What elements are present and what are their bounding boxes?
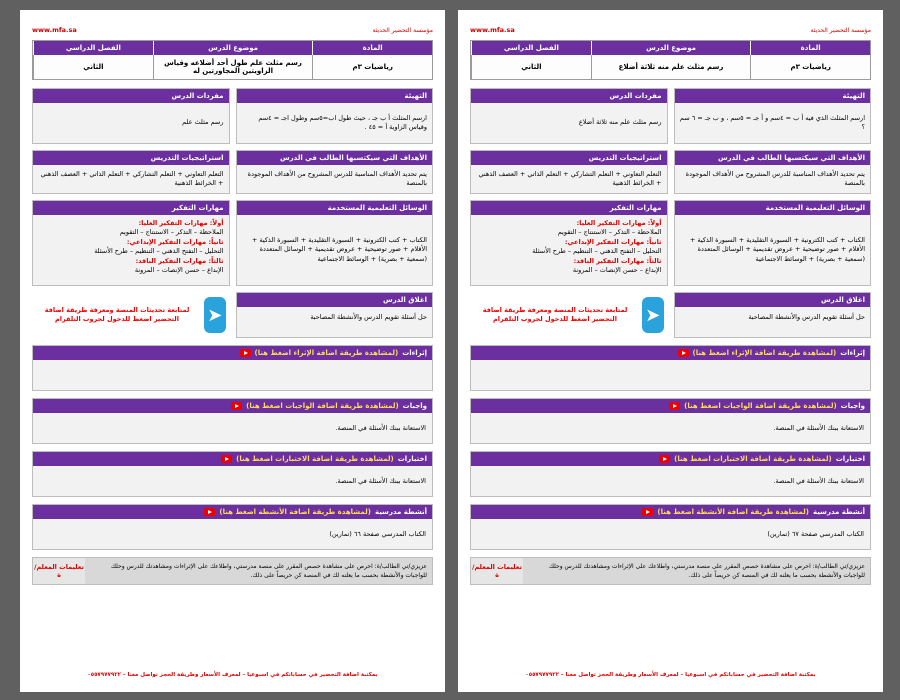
intro-title: التهيئة xyxy=(675,89,871,103)
vocab-text: رسم مثلث علم xyxy=(182,118,224,127)
vocab-title: مفردات الدرس xyxy=(33,89,229,103)
telegram-text[interactable]: لمتابعة تحديثات المنصة ومعرفة طريقة اضافة التحضير اضغط للدخول لجروب التلقرام xyxy=(44,305,190,323)
teacher-notes xyxy=(470,557,871,585)
tests-header xyxy=(33,452,432,466)
teacher-notes-text: عزيزي/تي الطالب/ة: احرص على مشاهدة حصص المقرر على منصة مدرستي، واطلاعك على الإثراءات ومشاهدتك للدرس وحلك للواجبات والأنشطة بحسب ما يعلنه لك في المنصة كن حريصاً على ذلك. xyxy=(85,558,432,584)
strategies-text: التعلم التعاوني + التعلم التشاركي + التعلم الذاتي + العصف الذهني + الخرائط الذهنية xyxy=(40,169,224,187)
aids-box xyxy=(674,200,872,286)
topic-value: رسم مثلث علم طول أحد أضلاعه وقياس الزاويتين المجاورتين له xyxy=(153,55,313,79)
homework-text: الاستعانة ببنك الأسئلة في المنصة. xyxy=(335,424,426,432)
tests-title: اختبارات xyxy=(397,455,427,463)
enrich-header xyxy=(471,346,870,360)
thinking-l2-title: ثانياً: مهارات التفكير الإبداعي: xyxy=(126,237,224,246)
vocab-text: رسم مثلث علم منه ثلاثة أضلاع xyxy=(578,118,662,127)
thinking-box xyxy=(470,200,668,286)
activities-link[interactable]: (لمشاهدة طريقة اضافة الأنشطة اضغط هنا) xyxy=(219,508,371,516)
closing-text: حل أسئلة تقويم الدرس والأنشطة المصاحبة xyxy=(310,313,427,322)
homework-title: واجبات xyxy=(402,402,427,410)
enrich-section xyxy=(470,345,871,391)
intro-text: ارسم المثلث أ ب جـ ، حيث طول اب=٥سم وطول اجـ = ٤سم وقياس الزاوية أ = ٤٥ . xyxy=(258,113,427,131)
topic-header: موضوع الدرس xyxy=(153,41,313,55)
term-header: الفصل الدراسي xyxy=(33,41,153,55)
homework-section xyxy=(470,398,871,444)
thinking-l2-text: التحليل – التفتح الذهني – التنظيم – طرح الأسئلة xyxy=(532,247,662,256)
thinking-title: مهارات التفكير xyxy=(471,201,667,215)
strategies-box xyxy=(470,150,668,194)
goals-box xyxy=(236,150,434,194)
homework-link[interactable]: (لمشاهدة طريقة اضافة الواجبات اضغط هنا) xyxy=(246,402,399,410)
subject-header: المادة xyxy=(750,41,870,55)
goals-text: يتم تحديد الأهداف المناسبة للدرس المشروح من الأهداف الموجودة بالمنصة xyxy=(247,169,427,187)
homework-header xyxy=(471,399,870,413)
thinking-box xyxy=(32,200,230,286)
activities-title: أنشطة مدرسية xyxy=(374,508,427,516)
subject-header: المادة xyxy=(312,41,432,55)
closing-text: حل أسئلة تقويم الدرس والأنشطة المصاحبة xyxy=(748,313,865,322)
tests-header xyxy=(471,452,870,466)
closing-box xyxy=(674,292,872,338)
term-header: الفصل الدراسي xyxy=(471,41,591,55)
subject-value: رياضيات ٣م xyxy=(750,55,870,79)
thinking-title: مهارات التفكير xyxy=(33,201,229,215)
thinking-l1-title: أولاً: مهارات التفكير العليا: xyxy=(576,219,662,227)
teacher-notes-text: عزيزي/تي الطالب/ة: احرص على مشاهدة حصص المقرر على منصة مدرستي، واطلاعك على الإثراءات ومشاهدتك للدرس وحلك للواجبات والأنشطة بحسب ما يعلنه لك في المنصة كن حريصاً على ذلك. xyxy=(523,558,870,584)
strategies-title: استراتيجيات التدريس xyxy=(471,151,667,165)
tests-text: الاستعانة ببنك الأسئلة في المنصة. xyxy=(335,477,426,485)
thinking-l1-text: الملاحظة – التذكر – الاستنتاج – التقويم xyxy=(119,228,224,237)
closing-title: اغلاق الدرس xyxy=(675,293,871,307)
term-value: الثاني xyxy=(471,55,591,79)
enrich-body xyxy=(471,360,870,390)
activities-text: الكتاب المدرسي صفحة ٦٦ (تمارين) xyxy=(329,530,426,538)
goals-text: يتم تحديد الأهداف المناسبة للدرس المشروح من الأهداف الموجودة بالمنصة xyxy=(685,169,865,187)
enrich-title: إثراءات xyxy=(840,349,865,357)
enrich-title: إثراءات xyxy=(402,349,427,357)
aids-title: الوسائل التعليمية المستخدمة xyxy=(237,201,433,215)
strategies-text: التعلم التعاوني + التعلم التشاركي + التعلم الذاتي + العصف الذهني + الخرائط الذهنية xyxy=(478,169,662,187)
thinking-l3-text: الإبداع – حسن الإنصات – المرونة xyxy=(134,266,224,275)
topic-value: رسم مثلث علم منه ثلاثة أضلاع xyxy=(591,55,751,79)
institution-name: مؤسسة التحضير الحديثة xyxy=(810,26,871,34)
enrich-section xyxy=(32,345,433,391)
teacher-notes-title: تعليمات المعلم/ة xyxy=(471,558,523,584)
tests-link[interactable]: (لمشاهدة طريقة اضافة الاختبارات اضغط هنا) xyxy=(236,455,394,463)
topic-header: موضوع الدرس xyxy=(591,41,751,55)
goals-title: الأهداف التي سيكتسبها الطالب في الدرس xyxy=(675,151,871,165)
strategies-box xyxy=(32,150,230,194)
thinking-l2-text: التحليل – التفتح الذهني – التنظيم – طرح الأسئلة xyxy=(94,247,224,256)
enrich-body xyxy=(33,360,432,390)
aids-text: الكتاب + كتب الكترونية + السبورة التقليدية + السبورة الذكية + الأقلام + صور توضيحية + عروض تقديمية + الوسائل المتعددة (سمعية + بصرية) + الوسائط الاجتماعية xyxy=(251,235,427,263)
homework-title: واجبات xyxy=(840,402,865,410)
activities-section xyxy=(32,504,433,550)
lesson-header-table xyxy=(32,40,433,80)
lesson-sections xyxy=(32,88,433,338)
lesson-sections xyxy=(470,88,871,338)
lesson-page-2 xyxy=(458,10,883,692)
aids-title: الوسائل التعليمية المستخدمة xyxy=(675,201,871,215)
subject-value: رياضيات ٣م xyxy=(312,55,432,79)
thinking-l2-title: ثانياً: مهارات التفكير الإبداعي: xyxy=(564,237,662,246)
vocab-box xyxy=(32,88,230,144)
homework-text: الاستعانة ببنك الأسئلة في المنصة. xyxy=(773,424,864,432)
thinking-l3-title: ثالثاً: مهارات التفكير الناقد: xyxy=(135,256,224,265)
activities-header xyxy=(471,505,870,519)
telegram-promo[interactable] xyxy=(470,292,668,338)
closing-title: اغلاق الدرس xyxy=(237,293,433,307)
thinking-l3-text: الإبداع – حسن الإنصات – المرونة xyxy=(572,266,662,275)
thinking-l3-title: ثالثاً: مهارات التفكير الناقد: xyxy=(573,256,662,265)
enrich-link[interactable]: (لمشاهدة طريقة اضافة الإثراء اضغط هنا) xyxy=(692,349,837,357)
teacher-notes xyxy=(32,557,433,585)
teacher-notes-title: تعليمات المعلم/ة xyxy=(33,558,85,584)
intro-text: ارسم المثلث الذي فيه أ ب = ٤سم و أ جـ = ٥سم ، و ب جـ = ٦ سم ؟ xyxy=(679,113,865,131)
site-url[interactable]: www.mfa.sa xyxy=(470,26,515,34)
thinking-content xyxy=(33,215,229,285)
intro-title: التهيئة xyxy=(237,89,433,103)
homework-section xyxy=(32,398,433,444)
page-top-line xyxy=(470,24,871,36)
site-url[interactable]: www.mfa.sa xyxy=(32,26,77,34)
goals-title: الأهداف التي سيكتسبها الطالب في الدرس xyxy=(237,151,433,165)
intro-box xyxy=(236,88,434,144)
closing-box xyxy=(236,292,434,338)
thinking-l1-text: الملاحظة – التذكر – الاستنتاج – التقويم xyxy=(557,228,662,237)
youtube-icon[interactable] xyxy=(678,349,689,357)
vocab-box xyxy=(470,88,668,144)
activities-text: الكتاب المدرسي صفحة ٦٧ (تمارين) xyxy=(767,530,864,538)
tests-title: اختبارات xyxy=(835,455,865,463)
tests-link[interactable]: (لمشاهدة طريقة اضافة الاختبارات اضغط هنا) xyxy=(674,455,832,463)
aids-text: الكتاب + كتب الكترونية + السبورة التقليدية + السبورة الذكية + الأقلام + صور توضيحية + عروض تقديمية + الوسائل المتعددة (سمعية + بصرية) + الوسائط الاجتماعية xyxy=(689,235,865,263)
thinking-content xyxy=(471,215,667,285)
activities-header xyxy=(33,505,432,519)
youtube-icon[interactable] xyxy=(669,402,680,410)
intro-box xyxy=(674,88,872,144)
thinking-l1-title: أولاً: مهارات التفكير العليا: xyxy=(138,219,224,227)
youtube-icon[interactable] xyxy=(240,349,251,357)
vocab-title: مفردات الدرس xyxy=(471,89,667,103)
youtube-icon[interactable] xyxy=(204,508,215,516)
page-footer: بمكتبة اضافة التحضير في حساباتكم في اسبوعيا – لمعرف الأسعار وطريقة الحجز تواصل معنا – ٠٥٥٧٩٧٧٩٢٢ xyxy=(525,672,816,678)
term-value: الثاني xyxy=(33,55,153,79)
youtube-icon[interactable] xyxy=(642,508,653,516)
enrich-header xyxy=(33,346,432,360)
activities-section xyxy=(470,504,871,550)
youtube-icon[interactable] xyxy=(659,455,670,463)
lesson-page-1 xyxy=(20,10,445,692)
youtube-icon[interactable] xyxy=(231,402,242,410)
page-top-line xyxy=(32,24,433,36)
tests-section xyxy=(470,451,871,497)
youtube-icon[interactable] xyxy=(221,455,232,463)
tests-text: الاستعانة ببنك الأسئلة في المنصة. xyxy=(773,477,864,485)
telegram-icon[interactable]: ➤ xyxy=(642,297,664,333)
lesson-header-table xyxy=(470,40,871,80)
homework-link[interactable]: (لمشاهدة طريقة اضافة الواجبات اضغط هنا) xyxy=(684,402,837,410)
tests-section xyxy=(32,451,433,497)
enrich-link[interactable]: (لمشاهدة طريقة اضافة الإثراء اضغط هنا) xyxy=(254,349,399,357)
activities-title: أنشطة مدرسية xyxy=(812,508,865,516)
telegram-promo[interactable] xyxy=(32,292,230,338)
activities-link[interactable]: (لمشاهدة طريقة اضافة الأنشطة اضغط هنا) xyxy=(657,508,809,516)
institution-name: مؤسسة التحضير الحديثة xyxy=(372,26,433,34)
telegram-text[interactable]: لمتابعة تحديثات المنصة ومعرفة طريقة اضافة التحضير اضغط للدخول لجروب التلقرام xyxy=(482,305,628,323)
homework-header xyxy=(33,399,432,413)
aids-box xyxy=(236,200,434,286)
goals-box xyxy=(674,150,872,194)
strategies-title: استراتيجيات التدريس xyxy=(33,151,229,165)
telegram-icon[interactable]: ➤ xyxy=(204,297,226,333)
page-footer: بمكتبة اضافة التحضير في حساباتكم في اسبوعيا – لمعرف الأسعار وطريقة الحجز تواصل معنا – ٠٥٥٧٩٧٧٩٢٢ xyxy=(87,672,378,678)
